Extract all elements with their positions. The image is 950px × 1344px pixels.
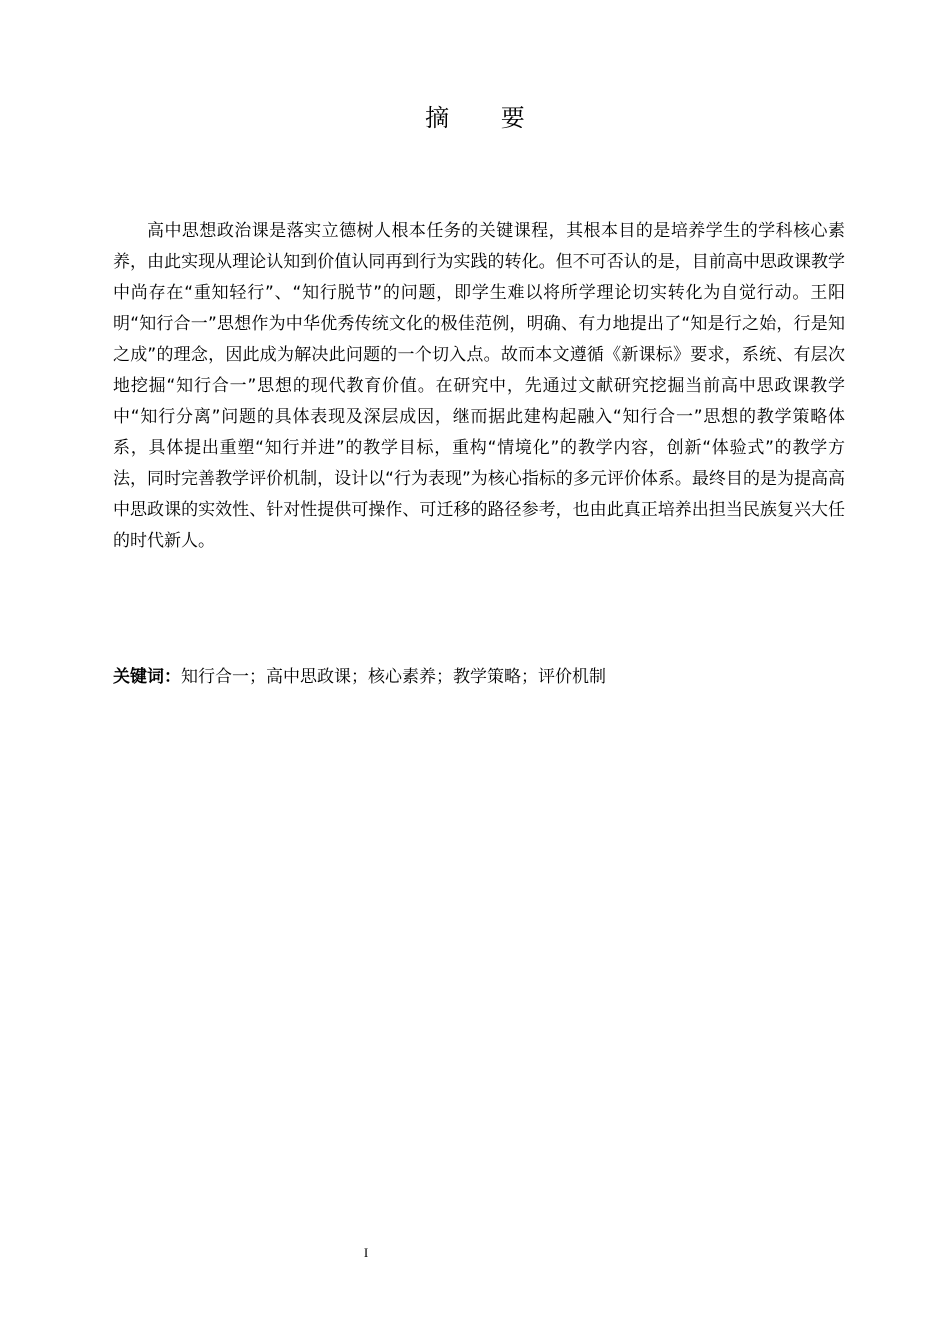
keywords-text: 知行合一；高中思政课；核心素养；教学策略；评价机制 — [181, 667, 606, 687]
keywords-line — [113, 662, 845, 693]
page-title: 摘 要 — [425, 104, 547, 132]
keywords-label: 关键词： — [113, 667, 181, 687]
page-number: I — [363, 1245, 369, 1260]
abstract-paragraph: 高中思想政治课是落实立德树人根本任务的关键课程，其根本目的是培养学生的学科核心素养，由此实现从理论认知到价值认同再到行为实践的转化。但不可否认的是，目前高中思政课教学中尚存在“重知轻行”、“知行脱节”的问题，即学生难以将所学理论切实转化为自觉行动。王阳明“知行合一”思想作为中华优秀传统文化的极佳范例，明确、有力地提出了“知是行之始，行是知之成”的理念，因此成为解决此问题的一个切入点。故而本文遵循《新课标》要求，系统、有层次地挖掘“知行合一”思想的现代教育价值。在研究中，先通过文献研究挖掘当前高中思政课教学中“知行分离”问题的具体表现及深层成因，继而据此建构起融入“知行合一”思想的教学策略体系，具体提出重塑“知行并进”的教学目标，重构“情境化”的教学内容，创新“体验式”的教学方法，同时完善教学评价机制，设计以“行为表现”为核心指标的多元评价体系。最终目的是为提高高中思政课的实效性、针对性提供可操作、可迁移的路径参考，也由此真正培养出担当民族复兴大任的时代新人。 — [113, 221, 845, 551]
